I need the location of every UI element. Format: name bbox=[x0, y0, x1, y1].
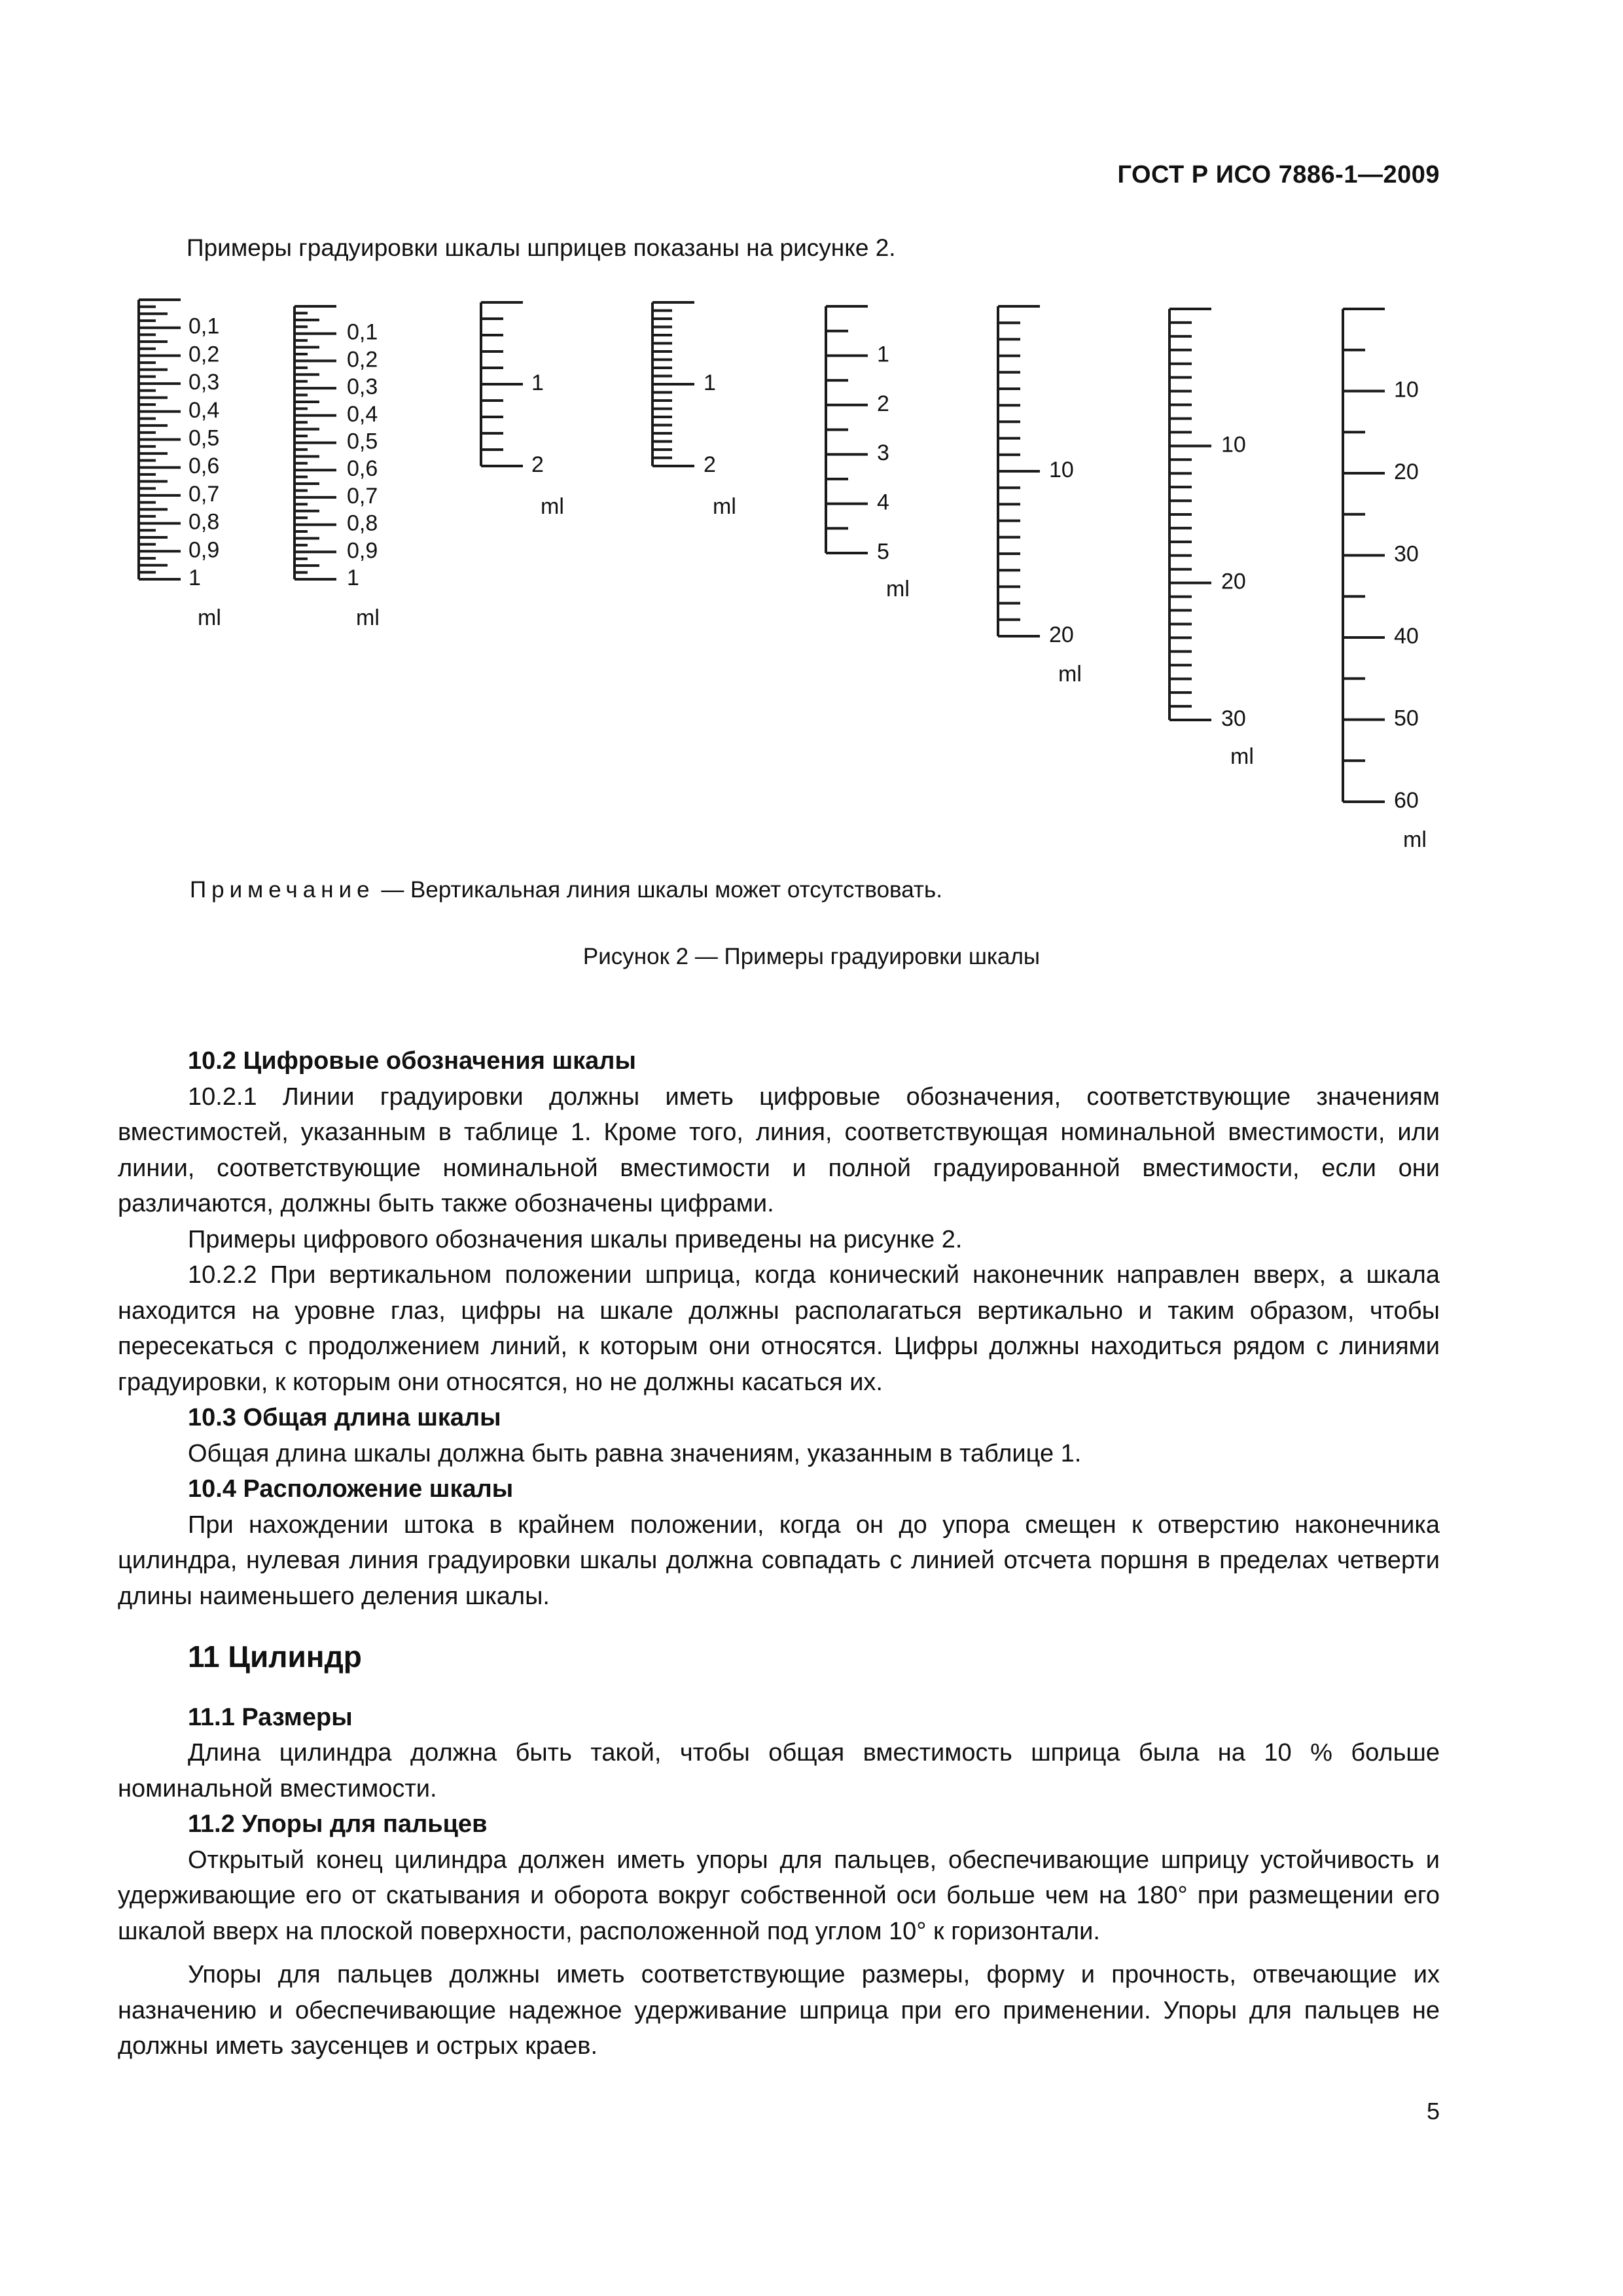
scale-label: 0,6 bbox=[347, 456, 378, 482]
scale-label: 2 bbox=[704, 452, 716, 477]
paragraph-10-2-2: 10.2.2 При вертикальном положении шприца, когда конический наконечник направлен вверх, а шкала находится на уровне глаз, цифры на шкале должны располагаться вертикально и таким образом, чтобы пересекаться с продолжением линий, к которым они относятся. Цифры должны находиться рядом с линиями градуировки, к которым они относятся, но не должны касаться их. bbox=[118, 1261, 1440, 1396]
paragraph-10-2-1-examples: Примеры цифрового обозначения шкалы приведены на рисунке 2. bbox=[188, 1225, 963, 1253]
main-text bbox=[118, 1043, 1440, 2064]
note-text: — Вертикальная линия шкалы может отсутствовать. bbox=[374, 877, 942, 903]
note-prefix: Примечание bbox=[190, 877, 375, 903]
scale-label: 2 bbox=[877, 391, 889, 416]
scale-label: 20 bbox=[1394, 459, 1419, 484]
section-10-2-heading: 10.2 Цифровые обозначения шкалы bbox=[188, 1047, 636, 1075]
section-11-2-heading: 11.2 Упоры для пальцев bbox=[188, 1810, 488, 1838]
scale-label: 0,8 bbox=[188, 509, 220, 535]
scale-label: 1 bbox=[704, 370, 716, 395]
scale-label: 10 bbox=[1049, 457, 1074, 482]
section-11-heading: 11 Цилиндр bbox=[188, 1640, 362, 1674]
scale-label: 1 bbox=[531, 370, 544, 395]
scale-label: 3 bbox=[877, 440, 889, 466]
scale-label: 10 bbox=[1221, 432, 1246, 457]
scale-label: 0,9 bbox=[347, 538, 378, 564]
scale-label: 30 bbox=[1394, 541, 1419, 567]
document-code-header: ГОСТ Р ИСО 7886-1—2009 bbox=[1117, 161, 1440, 188]
figure-intro-text: Примеры градуировки шкалы шприцев показаны на рисунке 2. bbox=[187, 234, 896, 261]
scale-unit-label: ml bbox=[886, 576, 910, 601]
scale-label: 0,5 bbox=[347, 429, 378, 454]
scale-label: 0,2 bbox=[188, 342, 220, 367]
scale-label: 60 bbox=[1394, 787, 1419, 813]
scale-label: 4 bbox=[877, 490, 889, 515]
scale-label: 10 bbox=[1394, 377, 1419, 403]
scale-label: 2 bbox=[531, 452, 544, 477]
paragraph-11-2-a: Открытый конец цилиндра должен иметь упоры для пальцев, обеспечивающие шприцу устойчивость и удерживающие его от скатывания и оборота вокруг собственной оси больше чем на 180° при размещении его шкалой вверх на плоской поверхности, расположенной под углом 10° к горизонтали. bbox=[118, 1846, 1440, 1945]
scale-label: 5 bbox=[877, 539, 889, 564]
graduation-scales-figure bbox=[0, 0, 1623, 864]
scale-unit-label: ml bbox=[541, 493, 564, 519]
scale-label: 0,6 bbox=[188, 454, 220, 479]
scale-label: 0,4 bbox=[347, 401, 378, 427]
section-10-4-heading: 10.4 Расположение шкалы bbox=[188, 1475, 514, 1503]
scale-label: 0,9 bbox=[188, 537, 220, 563]
page-number: 5 bbox=[1426, 2098, 1440, 2125]
scale-label: 0,1 bbox=[188, 314, 220, 339]
scale-label: 0,2 bbox=[347, 347, 378, 372]
figure-note bbox=[190, 877, 942, 903]
scale-unit-label: ml bbox=[1403, 827, 1427, 852]
scale-unit-label: ml bbox=[1058, 661, 1082, 687]
figure-caption: Рисунок 2 — Примеры градуировки шкалы bbox=[582, 944, 1041, 969]
scale-label: 0,3 bbox=[188, 370, 220, 395]
paragraph-10-3: Общая длина шкалы должна быть равна значениям, указанным в таблице 1. bbox=[188, 1439, 1082, 1467]
scale-label: 30 bbox=[1221, 706, 1246, 731]
scale-label: 20 bbox=[1049, 622, 1074, 647]
scale-label: 0,7 bbox=[188, 481, 220, 507]
scale-unit-label: ml bbox=[356, 605, 380, 630]
scale-label: 20 bbox=[1221, 569, 1246, 594]
scale-label: 0,7 bbox=[347, 483, 378, 509]
paragraph-11-1: Длина цилиндра должна быть такой, чтобы общая вместимость шприца была на 10 % больше номинальной вместимости. bbox=[118, 1739, 1440, 1803]
scale-label: 0,1 bbox=[347, 319, 378, 345]
scale-unit-label: ml bbox=[198, 605, 221, 630]
section-11-1-heading: 11.1 Размеры bbox=[188, 1703, 353, 1731]
scale-label: 0,8 bbox=[347, 511, 378, 536]
scale-label: 0,3 bbox=[347, 374, 378, 400]
scale-label: 40 bbox=[1394, 623, 1419, 649]
scale-label: 50 bbox=[1394, 706, 1419, 731]
paragraph-10-2-1: 10.2.1 Линии градуировки должны иметь цифровые обозначения, соответствующие значениям вместимостей, указанным в таблице 1. Кроме того, линия, соответствующая номинальной вместимости, или линии, соответствующие номинальной вместимости и полной градуированной вместимости, если они различаются, должны быть также обозначены цифрами. bbox=[118, 1083, 1440, 1217]
section-10-3-heading: 10.3 Общая длина шкалы bbox=[188, 1404, 501, 1431]
scale-label: 1 bbox=[188, 565, 201, 590]
scale-label: 0,4 bbox=[188, 397, 220, 423]
scale-label: 1 bbox=[347, 565, 359, 590]
scale-label: 0,5 bbox=[188, 425, 220, 451]
scale-unit-label: ml bbox=[1230, 744, 1254, 769]
paragraph-10-4: При нахождении штока в крайнем положении, когда он до упора смещен к отверстию наконечника цилиндра, нулевая линия градуировки шкалы должна совпадать с линией отсчета поршня в пределах четверти длины наименьшего деления шкалы. bbox=[118, 1511, 1440, 1610]
paragraph-11-2-b: Упоры для пальцев должны иметь соответствующие размеры, форму и прочность, отвечающие их назначению и обеспечивающие надежное удерживание шприца при его применении. Упоры для пальцев не должны иметь заусенцев и острых краев. bbox=[118, 1961, 1440, 2060]
scale-unit-label: ml bbox=[713, 493, 736, 519]
scale-label: 1 bbox=[877, 342, 889, 367]
